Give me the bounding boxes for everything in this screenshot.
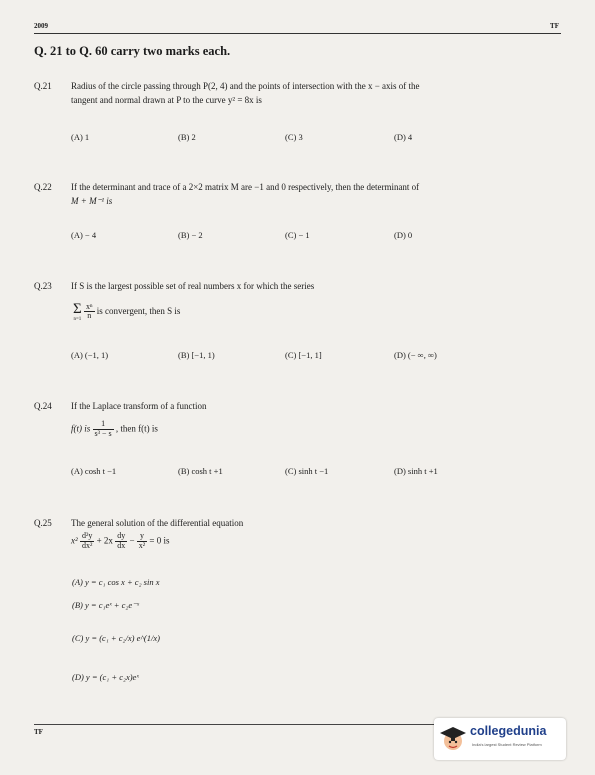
header-paper-code: TF <box>550 22 559 30</box>
question-number: Q.23 <box>34 281 52 291</box>
option-d[interactable]: (D) sinh t +1 <box>394 466 438 476</box>
series-fraction: $\frac{\text{xⁿ}}{n}$ <box>85 301 93 321</box>
laplace-fraction: $\frac{1}{\text{s³ − s}}$ <box>94 418 112 438</box>
question-text: Radius of the circle passing through P(2, 4) and the points of intersection with the x − axis of the tangent and normal drawn at P to the curve y² = 8x is <box>71 81 420 105</box>
option-a[interactable]: (A) cosh t −1 <box>71 466 117 476</box>
option-a[interactable]: (A) − 4 <box>71 230 97 240</box>
option-c[interactable]: (C) 3 <box>285 132 303 142</box>
option-d[interactable]: (D) (− ∞, ∞) <box>394 350 437 360</box>
section-title: Q. 21 to Q. 60 carry two marks each. <box>34 44 231 58</box>
graduation-cap-icon <box>438 724 468 754</box>
option-d[interactable]: (D) y = (c₁ + c₂x)eˣ <box>72 672 139 682</box>
option-c[interactable]: (C) y = (c₁ + c₂/x) e^(1/x) <box>72 633 160 643</box>
laplace-expression: f(t) is $\frac{1}{\text{s³ − s}}$ , then f(t) is <box>71 418 158 438</box>
question-text: If the Laplace transform of a function f(t) is $\frac{1}{\text{s³ − s}}$ , then f(t) is <box>71 400 563 439</box>
header-year: 2009 <box>34 22 48 30</box>
question-number: Q.24 <box>34 401 52 411</box>
question-text: If S is the largest possible set of real numbers x for which the series Σ n=1 $\frac{\text{xⁿ}}{n}$ is convergent, then S is <box>71 280 563 322</box>
option-c[interactable]: (C) sinh t −1 <box>285 466 329 476</box>
differential-equation: x² $\frac{\text{d²y}}{\text{dx²}}$ + 2x $\frac{dy}{dx}$ − $\frac{y}{\text{x²}}$ = 0 is <box>71 530 170 550</box>
option-b[interactable]: (B) − 2 <box>178 230 203 240</box>
option-a[interactable]: (A) (−1, 1) <box>71 350 109 360</box>
option-a[interactable]: (A) y = c₁ cos x + c₂ sin x <box>72 577 160 587</box>
option-a[interactable]: (A) 1 <box>71 132 90 142</box>
footer-rule <box>34 724 444 725</box>
option-b[interactable]: (B) cosh t +1 <box>178 466 223 476</box>
question-number: Q.21 <box>34 81 52 91</box>
series-expression: Σ n=1 $\frac{\text{xⁿ}}{n}$ is convergent, then S is <box>73 300 181 322</box>
question-text: The general solution of the differential equation x² $\frac{\text{d²y}}{\text{dx²}}$ + 2x $\frac{dy}{dx}$ − $\frac{y}{\text{x²}}$ = 0 is <box>71 517 563 551</box>
option-d[interactable]: (D) 4 <box>394 132 413 142</box>
header-rule <box>34 33 561 34</box>
question-number: Q.22 <box>34 182 52 192</box>
option-b[interactable]: (B) 2 <box>178 132 196 142</box>
option-b[interactable]: (B) [−1, 1) <box>178 350 215 360</box>
option-b[interactable]: (B) y = c₁eˣ + c₂e⁻ˣ <box>72 600 140 610</box>
summation-sign: Σ n=1 <box>73 300 82 322</box>
option-c[interactable]: (C) − 1 <box>285 230 310 240</box>
collegedunia-logo <box>434 718 566 760</box>
logo-wordmark: collegedunia <box>470 724 547 738</box>
logo-tagline: India's largest Student Review Platform <box>472 742 542 747</box>
option-d[interactable]: (D) 0 <box>394 230 413 240</box>
question-text: If the determinant and trace of a 2×2 matrix M are −1 and 0 respectively, then the determinant of M + M⁻¹ is <box>71 182 420 206</box>
question-number: Q.25 <box>34 518 52 528</box>
footer-paper-code: TF <box>34 728 43 736</box>
option-c[interactable]: (C) [−1, 1] <box>285 350 322 360</box>
